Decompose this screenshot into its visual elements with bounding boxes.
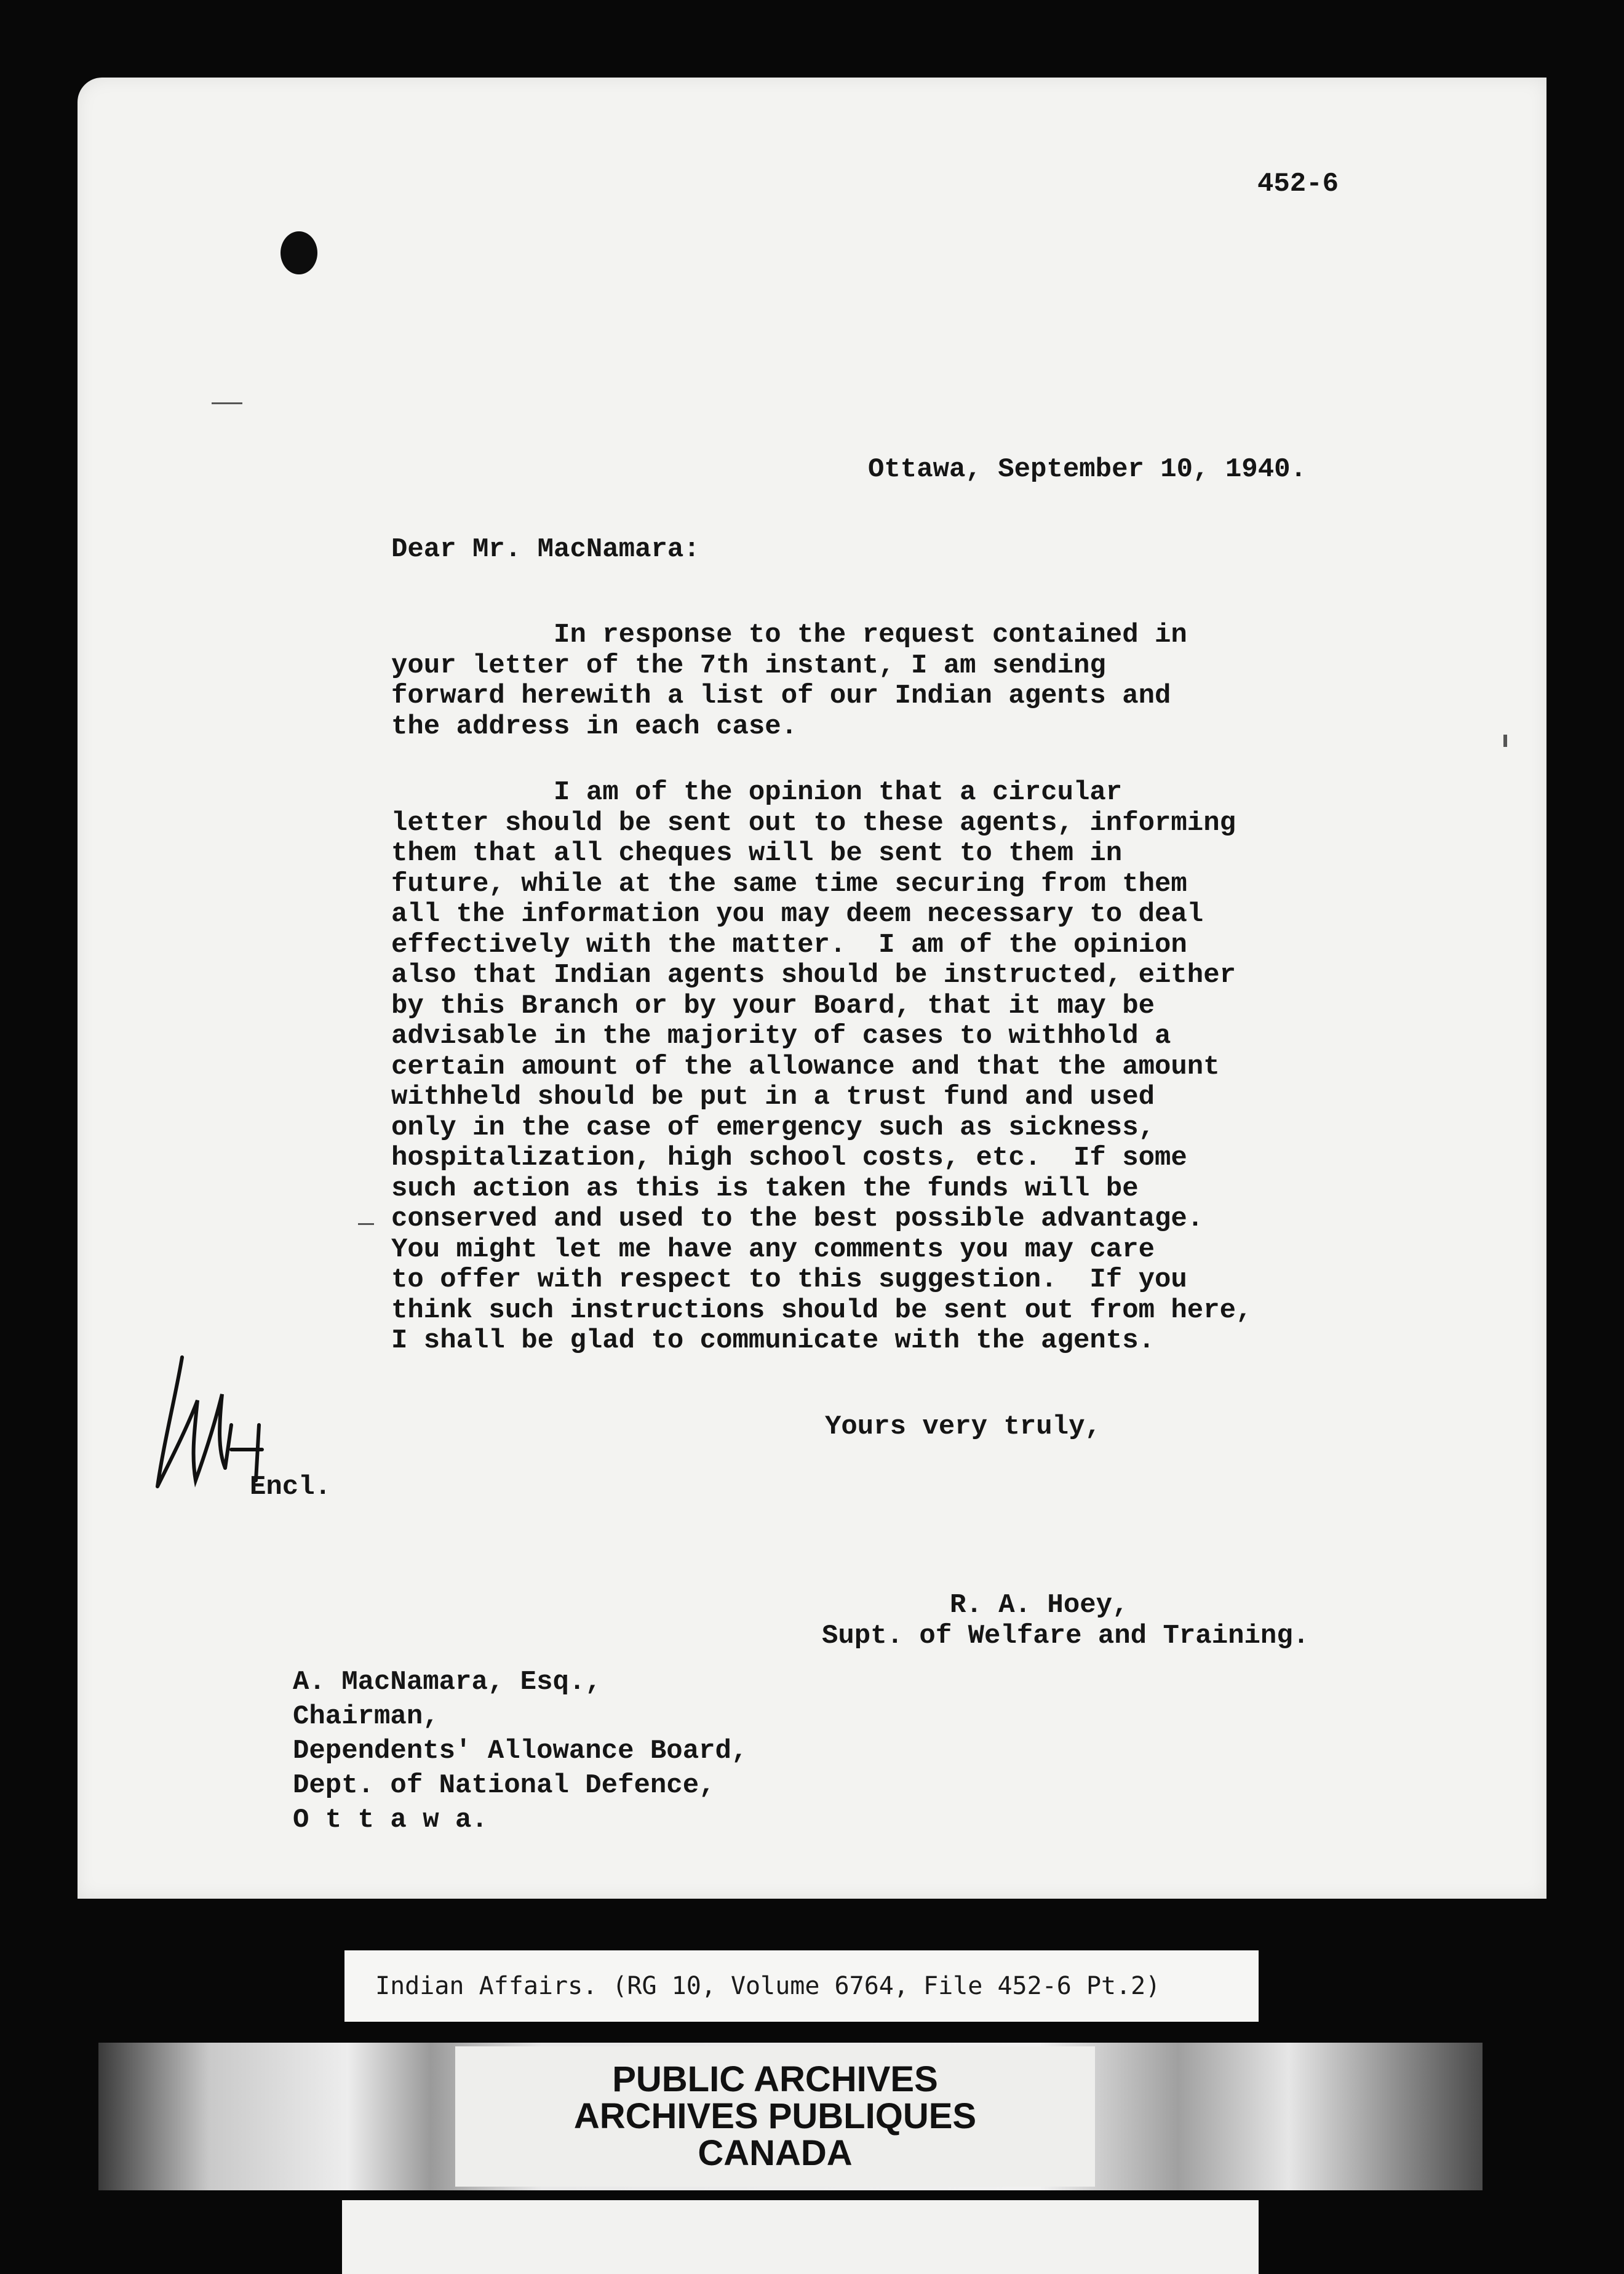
salutation: Dear Mr. MacNamara: bbox=[391, 534, 700, 565]
address-line: A. MacNamara, Esq., bbox=[293, 1667, 602, 1698]
dateline: Ottawa, September 10, 1940. bbox=[868, 454, 1307, 485]
stray-mark bbox=[358, 1223, 374, 1225]
address-line: Chairman, bbox=[293, 1701, 439, 1732]
address-line: Dept. of National Defence, bbox=[293, 1770, 715, 1801]
body-paragraph-1: In response to the request contained in your letter of the 7th instant, I am sending forward herewith a list of our Indian agents and the address in each case. bbox=[391, 620, 1187, 742]
address-line: O t t a w a. bbox=[293, 1805, 488, 1835]
address-line: Dependents' Allowance Board, bbox=[293, 1736, 748, 1766]
stamp-line: ARCHIVES PUBLIQUES bbox=[573, 2096, 977, 2136]
stray-mark bbox=[212, 402, 242, 404]
punch-hole bbox=[281, 231, 317, 274]
signer-name: R. A. Hoey, bbox=[950, 1590, 1129, 1621]
archive-citation-label: Indian Affairs. (RG 10, Volume 6764, File 452-6 Pt.2) bbox=[344, 1950, 1259, 2022]
public-archives-stamp bbox=[455, 2046, 1095, 2187]
body-paragraph-2: I am of the opinion that a circular letter should be sent out to these agents, informing them that all cheques will be sent to them in future, while at the same time securing from them all the information you may deem necessary to deal effectively with the matter. I am of the opinion also that Indian agents should be instructed, either by this Branch or by your Board, that it may be advisable in the majority of cases to withhold a certain amount of the allowance and that the amount withheld should be put in a trust fund and used only in the case of emergency such as sickness, hospitalization, high school costs, etc. If some such action as this is taken the funds will be conserved and used to the best possible advantage. You might let me have any comments you may care to offer with respect to this suggestion. If you think such instructions should be sent out from here, I shall be glad to communicate with the agents. bbox=[391, 777, 1252, 1356]
file-number: 452-6 bbox=[1257, 169, 1339, 199]
bottom-label-strip bbox=[342, 2200, 1259, 2274]
recipient-address bbox=[293, 1665, 747, 1837]
enclosure-note: Encl. bbox=[250, 1472, 332, 1502]
stamp-line: CANADA bbox=[698, 2133, 853, 2173]
signer-title: Supt. of Welfare and Training. bbox=[822, 1621, 1310, 1651]
stray-mark bbox=[1503, 735, 1507, 747]
closing: Yours very truly, bbox=[825, 1411, 1101, 1442]
letter-page bbox=[78, 78, 1546, 1899]
stamp-line: PUBLIC ARCHIVES bbox=[612, 2059, 938, 2099]
